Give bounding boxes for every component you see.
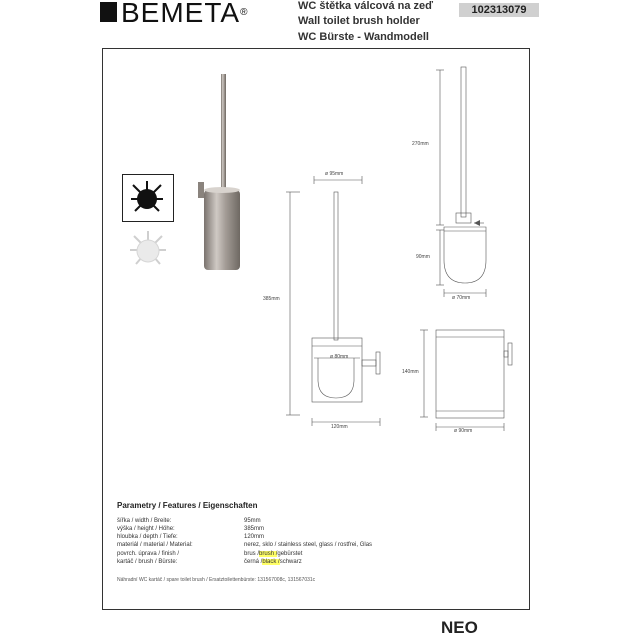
title-de: WC Bürste - Wandmodell	[298, 31, 429, 43]
param-label: šířka / width / Breite:	[117, 518, 172, 524]
title-en: Wall toilet brush holder	[298, 15, 420, 27]
white-brush-icon	[124, 226, 172, 272]
param-value: 95mm	[244, 518, 261, 524]
side-view-drawing	[410, 55, 510, 305]
dim-front-height: 385mm	[263, 296, 280, 302]
black-brush-thumbnail	[122, 174, 174, 222]
brand-logo: BEMETA®	[121, 0, 249, 28]
title-cz: WC štětka válcová na zeď	[298, 0, 434, 12]
param-label: povrch. úprava / finish /	[117, 551, 180, 557]
dim-front-inner: ø 80mm	[330, 354, 349, 360]
param-value: 120mm	[244, 534, 265, 540]
spare-brush-note: Náhradní WC kartáč / spare toilet brush / Ersatztoilettenbürste: 131567008c, 131567031c	[117, 577, 316, 583]
dim-side-brush-length: 270mm	[412, 141, 429, 147]
dim-front-width-top: ø 95mm	[325, 171, 344, 177]
param-label: kartáč / brush / Bürste:	[117, 559, 178, 565]
front-view-drawing	[270, 170, 400, 440]
dim-side-cup-height: 90mm	[416, 254, 430, 260]
dim-front-depth: 120mm	[331, 424, 348, 430]
param-value-finish: brus /brush /gebürstet	[244, 551, 303, 557]
param-label: materiál / material / Material:	[117, 542, 193, 548]
product-photo	[190, 72, 250, 272]
dim-holder-dia: ø 90mm	[454, 428, 473, 434]
black-brush-icon	[123, 175, 172, 220]
param-value-brush: černá /black /schwarz	[244, 559, 302, 565]
model-name: NEO	[441, 618, 478, 637]
dim-holder-height: 140mm	[402, 369, 419, 375]
param-value: nerez, sklo / stainless steel, glass / rostfrei, Glas	[244, 542, 373, 548]
param-label: hloubka / depth / Tiefe:	[117, 534, 178, 540]
param-value: 385mm	[244, 526, 265, 532]
parameters-title: Parametry / Features / Eigenschaften	[117, 501, 258, 510]
param-label: výška / height / Höhe:	[117, 526, 175, 532]
product-code: 102313079	[459, 3, 539, 17]
holder-drawing	[410, 325, 520, 440]
dim-side-cup-dia: ø 70mm	[452, 295, 471, 301]
logo-mark	[100, 2, 117, 22]
